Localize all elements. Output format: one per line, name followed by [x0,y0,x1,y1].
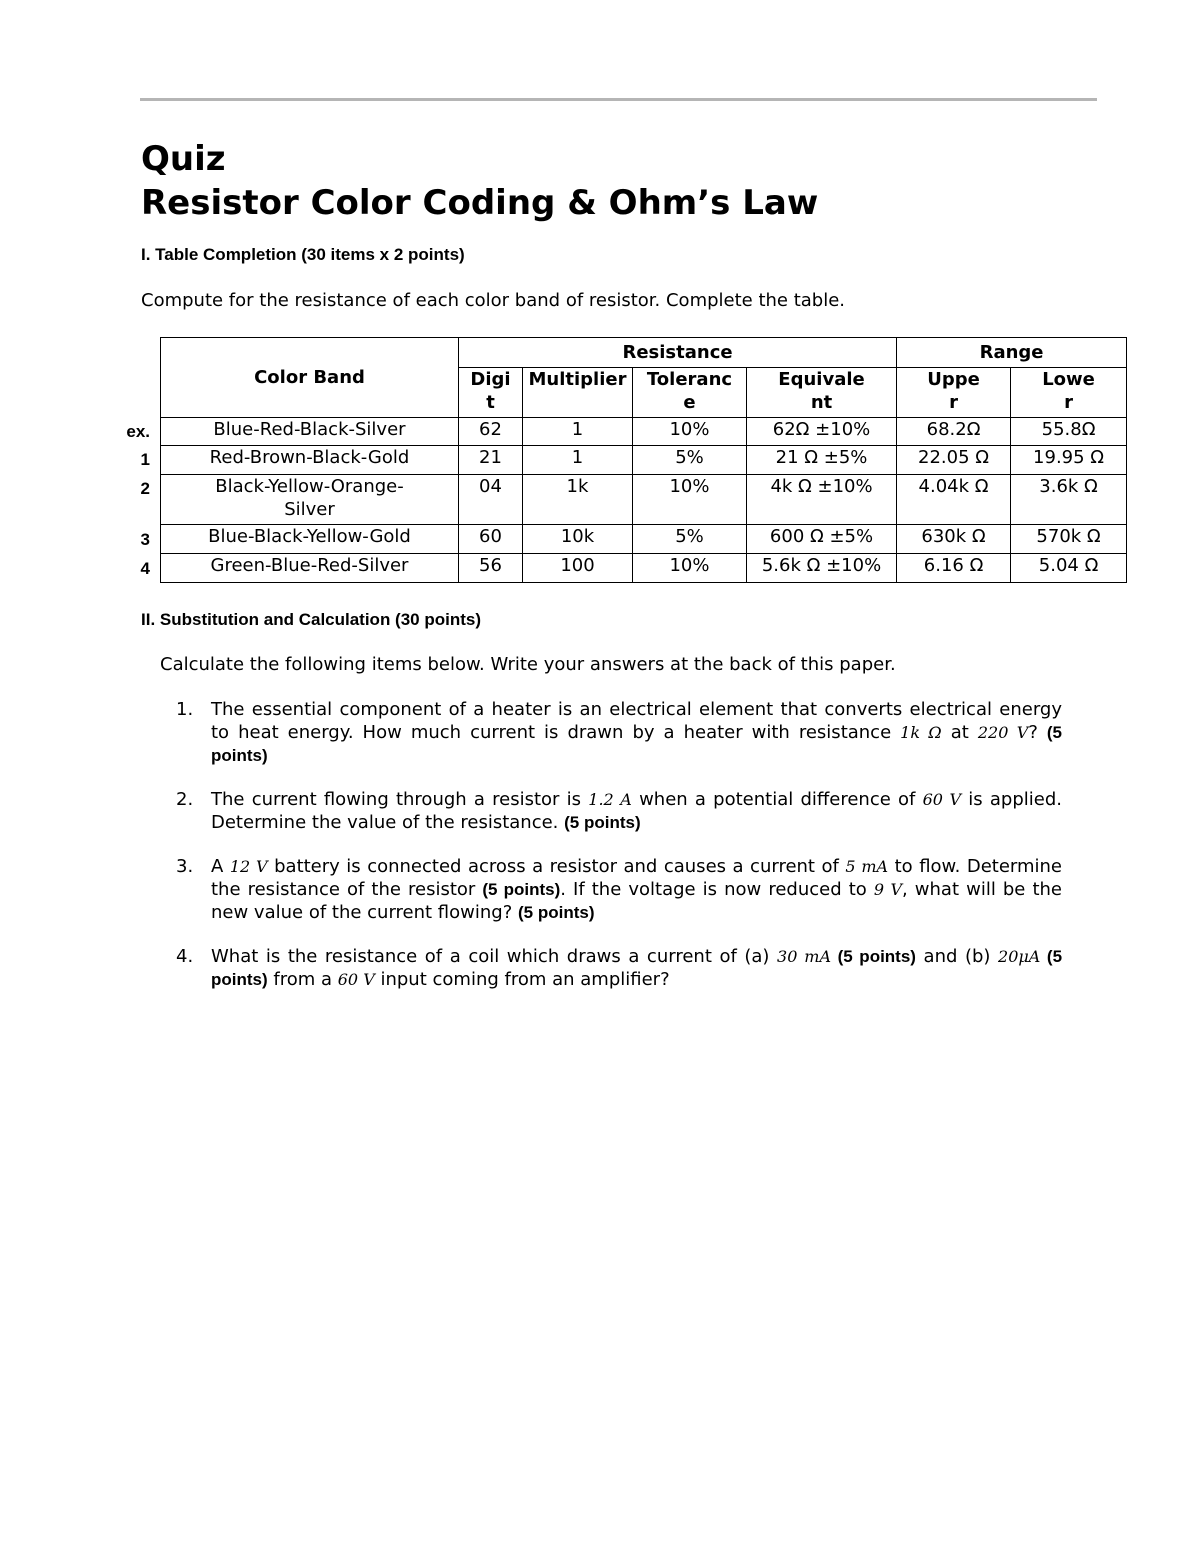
cell-multiplier: 10k [523,525,633,554]
cell-equivalent: 5.6k Ω ±10% [747,554,897,583]
cell-lower: 5.04 Ω [1011,554,1127,583]
question-number: 2. [176,789,194,810]
row-label-ex: ex. [126,422,150,441]
cell-equivalent: 4k Ω ±10% [747,475,897,525]
question-item: 3. A 12 V battery is connected across a resistor and causes a current of 5 mA to flow. Determine the resistance of the resistor (5 points). If the voltage is now reduced to 9 V, what will be the new value of the current flowing? (5 points) [176,856,1063,923]
row-label-3: 3 [140,530,150,549]
row-label-2: 2 [140,479,150,498]
cell-tolerance: 10% [633,554,747,583]
section-2-instruction: Calculate the following items below. Write your answers at the back of this paper. [160,654,896,675]
resistor-table [160,337,1127,583]
question-number: 4. [176,946,194,967]
header-range: Range [897,338,1127,368]
question-item: 2. The current flowing through a resistor is 1.2 A when a potential difference of 60 V is applied. Determine the value of the resistance. (5 points) [176,789,1063,833]
header-resistance: Resistance [459,338,897,368]
header-lower: Lowe r [1011,368,1127,418]
cell-upper: 68.2Ω [897,418,1011,446]
header-multiplier: Multiplier [523,368,633,418]
cell-multiplier: 1 [523,446,633,475]
cell-band: Blue-Red-Black-Silver [161,418,459,446]
cell-multiplier: 1 [523,418,633,446]
question-list [160,698,1062,1012]
row-label-4: 4 [140,559,150,578]
cell-lower: 3.6k Ω [1011,475,1127,525]
cell-lower: 19.95 Ω [1011,446,1127,475]
cell-multiplier: 100 [523,554,633,583]
cell-lower: 570k Ω [1011,525,1127,554]
table-row [161,525,1127,554]
question-item: 4. What is the resistance of a coil which draws a current of (a) 30 mA (5 points) and (b) 20μA (5 points) from a 60 V input coming from an amplifier? [176,946,1063,990]
points-label: (5 points) [211,723,1063,765]
cell-equivalent: 62Ω ±10% [747,418,897,446]
cell-equivalent: 600 Ω ±5% [747,525,897,554]
cell-upper: 6.16 Ω [897,554,1011,583]
table-row [161,554,1127,583]
cell-equivalent: 21 Ω ±5% [747,446,897,475]
cell-digit: 60 [459,525,523,554]
header-equivalent: Equivale nt [747,368,897,418]
cell-multiplier: 1k [523,475,633,525]
cell-band: Blue-Black-Yellow-Gold [161,525,459,554]
points-label: (5 points) [482,880,561,899]
cell-tolerance: 5% [633,446,747,475]
header-upper: Uppe r [897,368,1011,418]
question-number: 3. [176,856,194,877]
header-color-band: Color Band [161,338,459,418]
cell-tolerance: 5% [633,525,747,554]
cell-digit: 62 [459,418,523,446]
points-label: (5 points) [564,813,641,832]
cell-upper: 22.05 Ω [897,446,1011,475]
cell-upper: 630k Ω [897,525,1011,554]
header-rule [140,98,1097,101]
title-quiz: Quiz [141,139,226,179]
cell-tolerance: 10% [633,418,747,446]
cell-lower: 55.8Ω [1011,418,1127,446]
cell-digit: 21 [459,446,523,475]
table-row [161,446,1127,475]
title-subject: Resistor Color Coding & Ohm’s Law [141,183,819,223]
table-row [161,475,1127,525]
row-label-1: 1 [140,450,150,469]
points-label: (5 points) [211,947,1063,989]
points-label: (5 points) [517,903,595,922]
cell-digit: 04 [459,475,523,525]
question-item: 1. The essential component of a heater is an electrical element that converts electrical energy to heat energy. How much current is drawn by a heater with resistance 1k Ω at 220 V? (5 points) [176,699,1063,765]
section-2-heading: II. Substitution and Calculation (30 points) [141,610,481,629]
cell-upper: 4.04k Ω [897,475,1011,525]
cell-digit: 56 [459,554,523,583]
section-1-heading: I. Table Completion (30 items x 2 points) [141,245,465,264]
cell-band: Green-Blue-Red-Silver [161,554,459,583]
page-title [141,137,818,225]
cell-band: Black-Yellow-Orange- Silver [161,475,459,525]
cell-tolerance: 10% [633,475,747,525]
points-label: (5 points) [831,947,916,966]
header-tolerance: Toleranc e [633,368,747,418]
cell-band: Red-Brown-Black-Gold [161,446,459,475]
table-row [161,418,1127,446]
section-1-instruction: Compute for the resistance of each color band of resistor. Complete the table. [141,290,846,311]
header-digit: Digi t [459,368,523,418]
table-header-row [161,338,1127,368]
question-number: 1. [176,699,194,720]
